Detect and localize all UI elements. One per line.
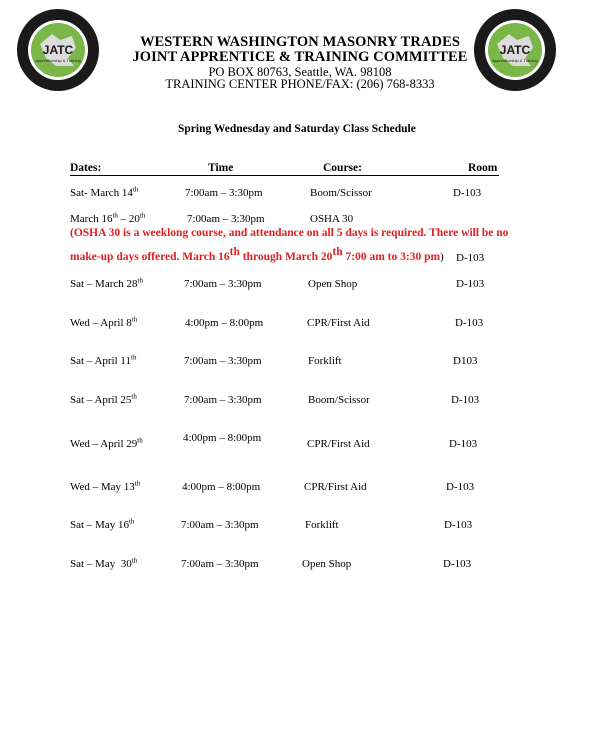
osha-warning-line1: (OSHA 30 is a weeklong course, and attendance on all 5 days is required. There will be no — [70, 227, 509, 239]
row-time: 7:00am – 3:30pm — [185, 187, 263, 199]
row-room: D-103 — [444, 519, 473, 531]
row-date: Sat – April 25th — [70, 392, 137, 406]
row-course: Forklift — [305, 519, 339, 531]
osha-room: D-103 — [456, 252, 485, 264]
logo-subtext: Apprenticeship & Training — [492, 58, 538, 63]
row-course: Forklift — [308, 355, 342, 367]
header-underline — [70, 175, 499, 176]
logo-text: JATC — [42, 43, 74, 57]
row-course: CPR/First Aid — [307, 438, 370, 450]
logo-text: JATC — [499, 43, 531, 57]
org-name-line1: WESTERN WASHINGTON MASONRY TRADES — [139, 34, 461, 50]
row-time: 7:00am – 3:30pm — [181, 558, 259, 570]
row-date: Sat- March 14th — [70, 185, 139, 199]
row-room: D-103 — [449, 438, 478, 450]
row-date: Sat – April 11th — [70, 353, 137, 367]
row-date: March 16th – 20th — [70, 211, 146, 225]
row-course: Open Shop — [302, 558, 352, 570]
row-time: 4:00pm – 8:00pm — [183, 432, 262, 444]
row-date: Wed – April 8th — [70, 315, 138, 329]
org-phone: TRAINING CENTER PHONE/FAX: (206) 768-8333 — [165, 77, 435, 91]
row-room: D-103 — [443, 558, 472, 570]
row-time: 7:00am – 3:30pm — [181, 519, 259, 531]
row-time: 7:00am – 3:30pm — [184, 355, 262, 367]
row-date: Sat – May 30th — [70, 556, 138, 570]
org-name-line2: JOINT APPRENTICE & TRAINING COMMITTEE — [132, 49, 468, 65]
row-date: Sat – May 16th — [70, 517, 135, 531]
column-header-time: Time — [208, 162, 234, 174]
row-date: Wed – May 13th — [70, 479, 141, 493]
row-course: OSHA 30 — [310, 213, 354, 225]
row-room: D-103 — [453, 187, 482, 199]
row-time: 7:00am – 3:30pm — [184, 394, 262, 406]
row-room: D103 — [453, 355, 478, 367]
row-course: CPR/First Aid — [307, 317, 370, 329]
row-date: Sat – March 28th — [70, 276, 143, 290]
row-room: D-103 — [456, 278, 485, 290]
logo-subtext: Apprenticeship & Training — [35, 58, 81, 63]
column-header-room: Room — [468, 162, 498, 174]
row-room: D-103 — [446, 481, 475, 493]
row-time: 4:00pm – 8:00pm — [185, 317, 264, 329]
column-header-dates: Dates: — [70, 162, 102, 174]
row-room: D-103 — [455, 317, 484, 329]
row-time: 7:00am – 3:30pm — [187, 213, 265, 225]
org-address: PO BOX 80763, Seattle, WA. 98108 — [208, 65, 392, 79]
column-header-course: Course: — [323, 162, 362, 174]
row-course: CPR/First Aid — [304, 481, 367, 493]
page-title: Spring Wednesday and Saturday Class Schedule — [178, 123, 416, 135]
osha-warning-line2: make-up days offered. March 16th through March 20th 7:00 am to 3:30 pm) — [70, 246, 444, 263]
row-date: Wed – April 29th — [70, 436, 143, 450]
row-time: 4:00pm – 8:00pm — [182, 481, 261, 493]
row-course: Boom/Scissor — [308, 394, 370, 406]
row-room: D-103 — [451, 394, 480, 406]
row-course: Open Shop — [308, 278, 358, 290]
row-course: Boom/Scissor — [310, 187, 372, 199]
row-time: 7:00am – 3:30pm — [184, 278, 262, 290]
